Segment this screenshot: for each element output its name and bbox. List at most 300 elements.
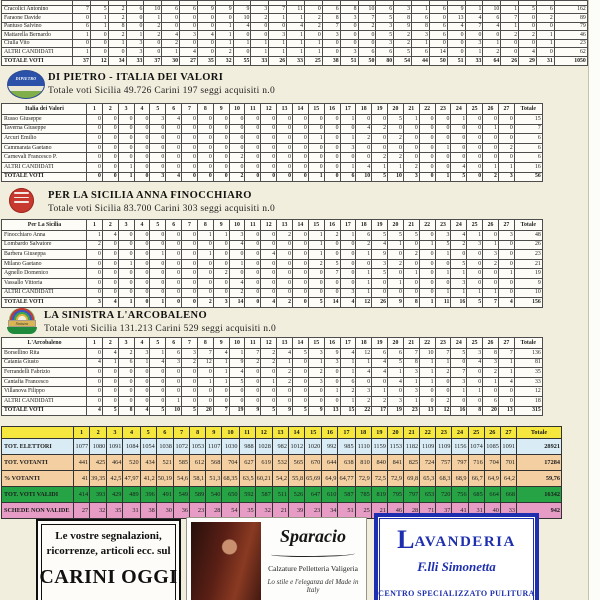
vote-cell: 66,7 [468, 470, 484, 486]
table-row [2, 288, 543, 298]
vote-cell: 0 [372, 288, 388, 298]
vote-cell: 54,2 [272, 470, 288, 486]
vote-cell: 0 [182, 278, 198, 288]
vote-cell: 6 [356, 231, 372, 241]
vote-cell: 1012 [288, 438, 304, 454]
vote-cell: 0 [90, 31, 108, 40]
vote-cell: 1 [287, 39, 305, 48]
vote-cell: 1 [435, 358, 451, 368]
vote-cell: 7 [358, 14, 376, 23]
column-header: 27 [498, 338, 514, 349]
vote-cell: 0 [483, 143, 499, 153]
vote-cell: 0 [233, 31, 251, 40]
vote-cell: 0 [261, 153, 277, 163]
table-row [2, 368, 543, 378]
vote-cell: 1 [435, 143, 451, 153]
vote-cell: 0 [245, 387, 261, 397]
vote-cell: 0 [213, 172, 229, 182]
vote-cell: 1 [251, 48, 269, 57]
vote-cell: 0 [447, 48, 465, 57]
column-header: 1 [87, 338, 103, 349]
vote-cell: 0 [245, 396, 261, 406]
vote-cell: 0 [498, 259, 514, 269]
vote-cell: 1053 [190, 438, 206, 454]
vote-cell: 0 [166, 259, 182, 269]
vote-cell: 4 [102, 231, 118, 241]
vote-cell: 1 [215, 22, 233, 31]
vote-cell: 3 [498, 231, 514, 241]
vote-cell: 4 [340, 298, 356, 308]
table-header-row [2, 427, 562, 439]
vote-cell: 0 [150, 143, 166, 153]
vote-cell: 0 [118, 278, 134, 288]
vote-cell: 0 [372, 143, 388, 153]
vote-cell: 425 [90, 454, 107, 470]
vote-cell: 5 [467, 298, 483, 308]
vote-cell: 0 [213, 153, 229, 163]
vote-cell: 0 [150, 377, 166, 387]
vote-cell: 65,3 [420, 470, 436, 486]
vote-cell: 1077 [74, 438, 90, 454]
vote-cell: 2 [403, 162, 419, 172]
vote-cell: 1 [435, 269, 451, 279]
vote-cell: 9 [197, 5, 215, 14]
vote-cell: 0 [388, 269, 404, 279]
vote-cell: 0 [87, 288, 103, 298]
vote-cell: 4 [483, 22, 501, 31]
vote-cell: 0 [419, 269, 435, 279]
column-header: 20 [388, 220, 404, 231]
vote-cell: 29 [519, 57, 537, 66]
vote-cell: 0 [483, 231, 499, 241]
vote-cell: 1084 [123, 438, 140, 454]
vote-cell: 6 [166, 349, 182, 359]
vote-cell: 2 [536, 14, 554, 23]
vote-cell: 0 [292, 396, 308, 406]
vote-cell: 0 [180, 39, 198, 48]
vote-cell: 2 [229, 288, 245, 298]
vote-cell: 4 [150, 358, 166, 368]
vote-cell: 0 [87, 396, 103, 406]
vote-cell: 0 [118, 143, 134, 153]
vote-cell: 638 [338, 454, 355, 470]
table-header-row [2, 220, 543, 231]
vote-cell: 4 [451, 162, 467, 172]
vote-cell: 0 [465, 31, 483, 40]
row-total: 9 [514, 278, 542, 288]
table-row [2, 298, 543, 308]
vote-cell: 8 [322, 14, 340, 23]
vote-cell: 0 [388, 143, 404, 153]
row-total: 6 [514, 143, 542, 153]
vote-cell: 3 [340, 143, 356, 153]
candidate-name: Russo Giuseppe [2, 115, 87, 125]
vote-cell: 6 [376, 48, 394, 57]
vote-cell: 41 [74, 470, 90, 486]
vote-cell: 0 [197, 143, 213, 153]
vote-cell: 31 [123, 502, 140, 518]
vote-cell: 1 [412, 39, 430, 48]
vote-cell: 1 [73, 31, 91, 40]
vote-cell: 1 [536, 39, 554, 48]
row-total: 12 [514, 387, 542, 397]
vote-cell: 6 [340, 172, 356, 182]
vote-cell: 12 [197, 358, 213, 368]
vote-cell: 585 [173, 454, 189, 470]
vote-cell: 0 [229, 134, 245, 144]
vote-cell: 0 [498, 240, 514, 250]
vote-cell: 627 [239, 454, 255, 470]
vote-cell: 0 [102, 124, 118, 134]
vote-cell: 785 [355, 486, 371, 502]
vote-cell: 0 [261, 231, 277, 241]
vote-cell: 0 [90, 39, 108, 48]
ad-text: Lo stile e l'eleganza del Made in Italy [267, 578, 359, 594]
column-header: 10 [229, 338, 245, 349]
vote-cell: 1 [412, 5, 430, 14]
vote-cell: 5 [182, 406, 198, 416]
vote-cell: 1 [287, 31, 305, 40]
vote-cell: 0 [261, 259, 277, 269]
vote-cell: 0 [102, 377, 118, 387]
vote-cell: 0 [324, 377, 340, 387]
vote-cell: 685 [468, 486, 484, 502]
vote-cell: 0 [150, 396, 166, 406]
vote-cell: 6 [376, 5, 394, 14]
di-pietro-logo [7, 70, 45, 99]
vote-cell: 11 [287, 5, 305, 14]
column-header: 25 [467, 220, 483, 231]
vote-cell: 4 [261, 298, 277, 308]
vote-cell: 11 [435, 298, 451, 308]
column-header: 9 [213, 220, 229, 231]
row-total: 16 [514, 162, 542, 172]
vote-cell: 0 [292, 298, 308, 308]
vote-cell: 1 [451, 288, 467, 298]
vote-cell: 0 [134, 153, 150, 163]
vote-cell: 7 [435, 349, 451, 359]
vote-cell: 6 [358, 48, 376, 57]
column-header: 25 [467, 338, 483, 349]
candidate-name: Catania Giusto [2, 358, 87, 368]
vote-cell: 3 [308, 349, 324, 359]
vote-cell: 0 [144, 39, 162, 48]
column-header: 15 [308, 104, 324, 115]
row-total: 21 [514, 259, 542, 269]
vote-cell: 5 [308, 298, 324, 308]
vote-cell: 2 [498, 143, 514, 153]
vote-cell: 1 [340, 358, 356, 368]
vote-cell: 0 [519, 39, 537, 48]
vote-cell: 0 [73, 39, 91, 48]
vote-cell: 0 [467, 377, 483, 387]
vote-cell: 4 [356, 162, 372, 172]
vote-cell: 2 [277, 368, 293, 378]
column-header: 24 [452, 427, 468, 439]
vote-cell: 27 [74, 502, 90, 518]
row-total: 1050 [554, 57, 587, 66]
column-header: 4 [123, 427, 140, 439]
vote-cell: 1109 [420, 438, 436, 454]
vote-cell: 0 [483, 153, 499, 163]
row-total: 10 [514, 288, 542, 298]
column-header: 9 [213, 338, 229, 349]
vote-cell: 0 [118, 387, 134, 397]
vote-cell: 0 [324, 172, 340, 182]
column-header-total: Totale [514, 104, 542, 115]
vote-cell: 1 [419, 358, 435, 368]
vote-cell: 2 [388, 134, 404, 144]
vote-cell: 0 [435, 278, 451, 288]
vote-cell: 0 [261, 172, 277, 182]
table-row [2, 406, 543, 416]
candidate-name: ALTRI CANDIDATI [2, 396, 87, 406]
vote-cell: 8 [118, 406, 134, 416]
vote-cell: 55,8 [288, 470, 304, 486]
candidate-name: Barbera Giuseppa [2, 250, 87, 260]
vote-cell: 2 [501, 31, 519, 40]
vote-cell: 4 [447, 22, 465, 31]
vote-cell: 1 [150, 250, 166, 260]
vote-cell: 0 [324, 143, 340, 153]
vote-cell: 64,9 [484, 470, 500, 486]
vote-cell: 0 [213, 278, 229, 288]
vote-cell: 1 [126, 31, 144, 40]
vote-cell: 0 [419, 288, 435, 298]
vote-cell: 0 [467, 153, 483, 163]
vote-cell: 1 [213, 231, 229, 241]
table-header-row [2, 104, 543, 115]
row-total: 162 [554, 5, 587, 14]
vote-cell: 825 [404, 454, 420, 470]
vote-cell: 3 [394, 5, 412, 14]
vote-cell: 8 [403, 298, 419, 308]
vote-cell: 3 [126, 48, 144, 57]
vote-cell: 0 [467, 259, 483, 269]
column-header: 27 [498, 220, 514, 231]
vote-cell: 0 [292, 231, 308, 241]
vote-cell: 69,8 [404, 470, 420, 486]
column-header: 25 [468, 427, 484, 439]
vote-cell: 5 [403, 231, 419, 241]
vote-cell: 2 [372, 124, 388, 134]
column-header: 17 [340, 104, 356, 115]
vote-cell: 31 [536, 57, 554, 66]
vote-cell: 0 [134, 250, 150, 260]
vote-cell: 55 [233, 57, 251, 66]
vote-cell: 756 [452, 486, 468, 502]
vote-cell: 2 [356, 396, 372, 406]
vote-cell: 0 [87, 115, 103, 125]
vote-cell: 2 [324, 231, 340, 241]
vote-cell: 8 [108, 22, 126, 31]
vote-cell: 5 [376, 31, 394, 40]
vote-cell: 0 [498, 153, 514, 163]
vote-cell: 2 [261, 358, 277, 368]
vote-cell: 16 [451, 406, 467, 416]
column-header: 8 [197, 338, 213, 349]
vote-cell: 33 [287, 57, 305, 66]
vote-cell: 2 [197, 298, 213, 308]
vote-cell: 592 [239, 486, 255, 502]
vote-cell: 0 [229, 387, 245, 397]
vote-cell: 0 [134, 231, 150, 241]
vote-cell: 6 [73, 22, 91, 31]
vote-cell: 0 [419, 231, 435, 241]
vote-cell: 0 [118, 240, 134, 250]
column-header: 15 [308, 220, 324, 231]
table-row [2, 278, 543, 288]
vote-cell: 54 [394, 57, 412, 66]
vote-cell: 0 [87, 162, 103, 172]
vote-cell: 0 [182, 115, 198, 125]
vote-cell: 0 [498, 288, 514, 298]
vote-cell: 7 [501, 14, 519, 23]
candidate-name: Lombardo Salvatore [2, 240, 87, 250]
candidate-name: Finocchiaro Anna [2, 231, 87, 241]
vote-cell: 0 [166, 278, 182, 288]
vote-cell: 0 [102, 134, 118, 144]
vote-cell: 50,19 [156, 470, 173, 486]
vote-cell: 0 [356, 143, 372, 153]
vote-cell: 10 [356, 172, 372, 182]
vote-cell: 0 [197, 153, 213, 163]
vote-cell: 587 [255, 486, 272, 502]
row-total: 19 [514, 269, 542, 279]
vote-cell: 0 [182, 288, 198, 298]
vote-cell: 39,35 [90, 470, 107, 486]
vote-cell: 3 [229, 231, 245, 241]
per-la-sicilia-results-table [1, 219, 543, 308]
vote-cell: 23 [190, 502, 206, 518]
vote-cell: 6 [429, 22, 447, 31]
vote-cell: 0 [166, 231, 182, 241]
column-header: 20 [388, 104, 404, 115]
column-header: 18 [356, 104, 372, 115]
vote-cell: 0 [277, 269, 293, 279]
vote-cell: 0 [213, 250, 229, 260]
vote-cell: 3 [372, 259, 388, 269]
column-header-total: Totale [514, 338, 542, 349]
vote-cell: 0 [322, 39, 340, 48]
column-header: 16 [324, 220, 340, 231]
vote-cell: 2 [483, 259, 499, 269]
vote-cell: 434 [140, 454, 156, 470]
vote-cell: 64 [483, 57, 501, 66]
vote-cell: 2 [483, 48, 501, 57]
vote-cell: 0 [213, 134, 229, 144]
vote-cell: 0 [126, 22, 144, 31]
column-header: 16 [322, 427, 338, 439]
candidate-name: TOT. VOTANTI [2, 454, 74, 470]
vote-cell: 0 [118, 250, 134, 260]
vote-cell: 0 [182, 250, 198, 260]
vote-cell: 1 [340, 162, 356, 172]
vote-cell: 992 [322, 438, 338, 454]
vote-cell: 0 [467, 124, 483, 134]
vote-cell: 0 [292, 240, 308, 250]
vote-cell: 4 [277, 349, 293, 359]
vote-cell: 0 [435, 153, 451, 163]
vote-cell: 0 [150, 269, 166, 279]
table-row [2, 349, 543, 359]
vote-cell: 8 [467, 406, 483, 416]
vote-cell: 429 [107, 486, 123, 502]
row-total: 17284 [517, 454, 562, 470]
column-header: 11 [245, 338, 261, 349]
vote-cell: 0 [498, 278, 514, 288]
vote-cell: 0 [277, 172, 293, 182]
vote-cell: 0 [150, 231, 166, 241]
vote-cell: 0 [213, 162, 229, 172]
vote-cell: 31 [468, 502, 484, 518]
vote-cell: 0 [322, 48, 340, 57]
vote-cell: 6 [162, 5, 180, 14]
vote-cell: 653 [420, 486, 436, 502]
vote-cell: 5 [324, 259, 340, 269]
vote-cell: 1 [403, 115, 419, 125]
column-header: 20 [388, 338, 404, 349]
vote-cell: 32 [255, 502, 272, 518]
vote-cell: 1 [162, 48, 180, 57]
vote-cell: 1 [356, 269, 372, 279]
table-row [2, 5, 588, 14]
vote-cell: 0 [166, 387, 182, 397]
vote-cell: 0 [324, 240, 340, 250]
vote-cell: 7 [213, 406, 229, 416]
vote-cell: 414 [74, 486, 90, 502]
vote-cell: 6 [372, 349, 388, 359]
column-header: 11 [245, 104, 261, 115]
vote-cell: 0 [435, 387, 451, 397]
vote-cell: 0 [245, 259, 261, 269]
vote-cell: 3 [403, 387, 419, 397]
vote-cell: 0 [102, 240, 118, 250]
vote-cell: 1 [304, 48, 322, 57]
vote-cell: 8 [412, 22, 430, 31]
vote-cell: 0 [292, 259, 308, 269]
column-header: 24 [451, 338, 467, 349]
vote-cell: 0 [166, 143, 182, 153]
vote-cell: 0 [277, 153, 293, 163]
vote-cell: 0 [277, 124, 293, 134]
vote-cell: 0 [118, 269, 134, 279]
vote-cell: 0 [166, 162, 182, 172]
vote-cell: 25 [355, 502, 371, 518]
vote-cell: 7 [324, 269, 340, 279]
vote-cell: 51 [447, 57, 465, 66]
vote-cell: 0 [245, 377, 261, 387]
vote-cell: 0 [292, 368, 308, 378]
table-header-label: Italia dei Valori [2, 104, 87, 115]
vote-cell: 5 [451, 259, 467, 269]
vote-cell: 47,97 [123, 470, 140, 486]
vote-cell: 4 [134, 406, 150, 416]
vote-cell: 1 [308, 231, 324, 241]
vote-cell: 4 [372, 358, 388, 368]
vote-cell: 0 [261, 162, 277, 172]
vote-cell: 23 [403, 406, 419, 416]
vote-cell: 2 [277, 377, 293, 387]
vote-cell: 0 [451, 124, 467, 134]
vote-cell: 3 [403, 368, 419, 378]
vote-cell: 13 [447, 14, 465, 23]
vote-cell: 71 [420, 502, 436, 518]
vote-cell: 1 [467, 231, 483, 241]
vote-cell: 2 [261, 349, 277, 359]
vote-cell: 14 [429, 48, 447, 57]
vote-cell: 0 [245, 278, 261, 288]
